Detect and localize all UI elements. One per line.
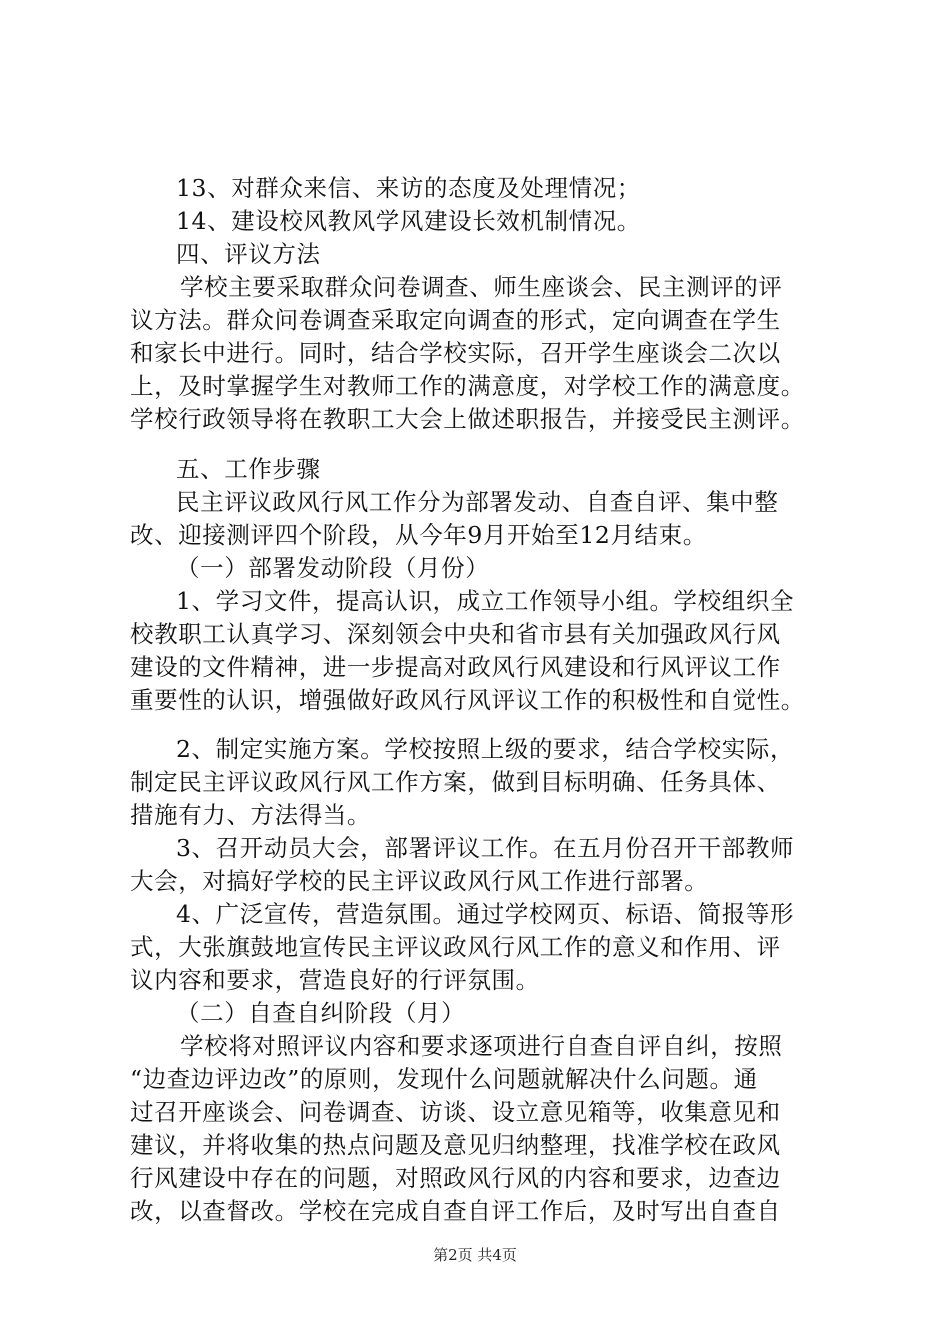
text-line: 校教职工认真学习、深刻领会中央和省市县有关加强政风行风 xyxy=(130,620,781,648)
text-line: 学校将对照评议内容和要求逐项进行自查自评自纠，按照 xyxy=(180,1032,783,1060)
text-line: 式，大张旗鼓地宣传民主评议政风行风工作的意义和作用、评 xyxy=(130,933,781,961)
text-line: 改、迎接测评四个阶段，从今年9月开始至12月结束。 xyxy=(130,521,707,549)
text-line: 议方法。群众问卷调查采取定向调查的形式，定向调查在学生 xyxy=(130,306,781,334)
text-line: “边查边评边改”的原则，发现什么问题就解决什么问题。通 xyxy=(130,1065,758,1093)
text-line: 过召开座谈会、问卷调查、访谈、设立意见箱等，收集意见和 xyxy=(130,1098,781,1126)
page-footer: 第2页 共4页 xyxy=(433,1246,517,1264)
text-line: 大会，对搞好学校的民主评议政风行风工作进行部署。 xyxy=(130,867,709,895)
text-line: 学校主要采取群众问卷调查、师生座谈会、民主测评的评 xyxy=(180,273,783,301)
text-line: 13、对群众来信、来访的态度及处理情况； xyxy=(176,174,641,202)
text-line: 建设的文件精神，进一步提高对政风行风建设和行风评议工作 xyxy=(130,653,781,681)
text-line: 民主评议政风行风工作分为部署发动、自查自评、集中整 xyxy=(176,488,779,516)
text-line: 措施有力、方法得当。 xyxy=(130,801,371,829)
section-heading: 五、工作步骤 xyxy=(176,455,321,483)
subsection-heading: （二）自查自纠阶段（月） xyxy=(176,999,466,1027)
subsection-heading: （一）部署发动阶段（月份） xyxy=(176,554,490,582)
text-line: 4、广泛宣传，营造氛围。通过学校网页、标语、简报等形 xyxy=(176,900,795,928)
text-line: 3、召开动员大会，部署评议工作。在五月份召开干部教师 xyxy=(176,834,795,862)
text-line: 重要性的认识，增强做好政风行风评议工作的积极性和自觉性。 xyxy=(130,686,805,714)
text-line: 制定民主评议政风行风工作方案，做到目标明确、任务具体、 xyxy=(130,768,781,796)
text-line: 议内容和要求，营造良好的行评氛围。 xyxy=(130,966,540,994)
text-line: 1、学习文件，提高认识，成立工作领导小组。学校组织全 xyxy=(176,587,795,615)
text-line: 学校行政领导将在教职工大会上做述职报告，并接受民主测评。 xyxy=(130,405,805,433)
text-line: 上，及时掌握学生对教师工作的满意度，对学校工作的满意度。 xyxy=(130,372,805,400)
text-line: 建议，并将收集的热点问题及意见归纳整理，找准学校在政风 xyxy=(130,1131,781,1159)
section-heading: 四、评议方法 xyxy=(176,240,321,268)
text-line: 行风建设中存在的问题，对照政风行风的内容和要求，边查边 xyxy=(130,1164,781,1192)
text-line: 14、建设校风教风学风建设长效机制情况。 xyxy=(176,207,641,235)
text-line: 和家长中进行。同时，结合学校实际，召开学生座谈会二次以 xyxy=(130,339,781,367)
text-line: 2、制定实施方案。学校按照上级的要求，结合学校实际， xyxy=(176,735,795,763)
text-line: 改，以查督改。学校在完成自查自评工作后，及时写出自查自 xyxy=(130,1197,781,1225)
